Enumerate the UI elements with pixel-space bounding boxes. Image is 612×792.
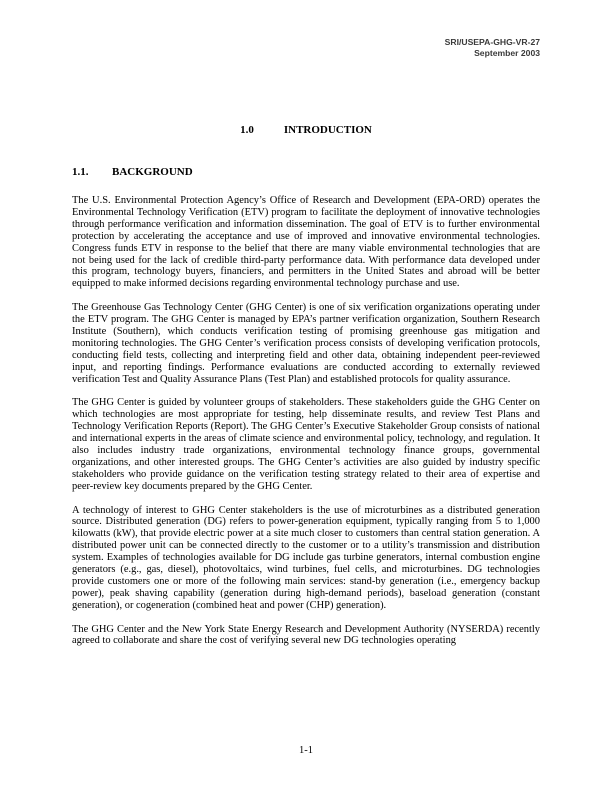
paragraph: The U.S. Environmental Protection Agency’s Office of Research and Development (EPA-ORD) operates the Environmental Technology Verification (ETV) program to facilitate the deployment of innovative technologies through performance verification and information dissemination. The goal of ETV is to further environmental protection by accelerating the acceptance and use of improved and innovative environmental technologies. Congress funds ETV in response to the belief that there are many viable environmental technologies that are not being used for the lack of credible third-party performance data. With performance data developed under this program, technology buyers, financiers, and permitters in the United States and abroad will be better equipped to make informed decisions regarding environmental technology purchase and use. <box>72 195 540 290</box>
chapter-title-text: INTRODUCTION <box>283 124 372 136</box>
paragraph: The GHG Center and the New York State Energy Research and Development Authority (NYSERDA) recently agreed to collaborate and share the cost of verifying several new DG technologies operating <box>72 623 540 647</box>
section-heading-text: BACKGROUND <box>112 166 193 178</box>
paragraph: A technology of interest to GHG Center stakeholders is the use of microturbines as a distributed generation source. Distributed generation (DG) refers to power-generation equipment, typically ranging from 5 to 1,000 kilowatts (kW), that provide electric power at a site much closer to customers than central station generation. A distributed power unit can be connected directly to the customer or to a utility’s transmission and distribution system. Examples of technologies available for DG include gas turbine generators, internal combustion engine generators (e.g., gas, diesel), photovoltaics, wind turbines, fuel cells, and microturbines. DG technologies provide customers one or more of the following main services: stand-by generation (i.e., emergency backup power), peak shaving capability (generation during high-demand periods), baseload generation (constant generation), or cogeneration (combined heat and power (CHP) generation). <box>72 504 540 611</box>
paragraph: The GHG Center is guided by volunteer groups of stakeholders. These stakeholders guide the GHG Center on which technologies are most appropriate for testing, help disseminate results, and review Test Plans and Technology Verification Reports (Report). The GHG Center’s Executive Stakeholder Group consists of national and international experts in the areas of climate science and environmental policy, technology, and regulation. It also includes industry trade organizations, environmental technology finance groups, governmental organizations, and other interested groups. The GHG Center’s activities are also guided by industry specific stakeholders who provide guidance on the verification testing strategy related to their area of expertise and peer-review key documents prepared by the GHG Center. <box>72 397 540 492</box>
section-heading <box>72 166 193 178</box>
section-number: 1.1. <box>72 166 89 178</box>
body-text <box>72 195 540 659</box>
report-id: SRI/USEPA-GHG-VR-27 <box>444 37 540 47</box>
chapter-title <box>0 124 612 136</box>
running-header <box>445 37 540 58</box>
paragraph: The Greenhouse Gas Technology Center (GHG Center) is one of six verification organizations operating under the ETV program. The GHG Center is managed by EPA’s partner verification organization, Southern Research Institute (Southern), which conducts verification testing of promising greenhouse gas mitigation and monitoring technologies. The GHG Center’s verification process consists of developing verification protocols, conducting field tests, collecting and interpreting field and other data, obtaining independent peer-reviewed input, and reporting findings. Performance evaluations are conducted according to externally reviewed verification Test and Quality Assurance Plans (Test Plan) and established protocols for quality assurance. <box>72 302 540 385</box>
page-number: 1-1 <box>299 745 313 756</box>
chapter-number: 1.0 <box>240 124 254 136</box>
report-date: September 2003 <box>474 47 540 58</box>
